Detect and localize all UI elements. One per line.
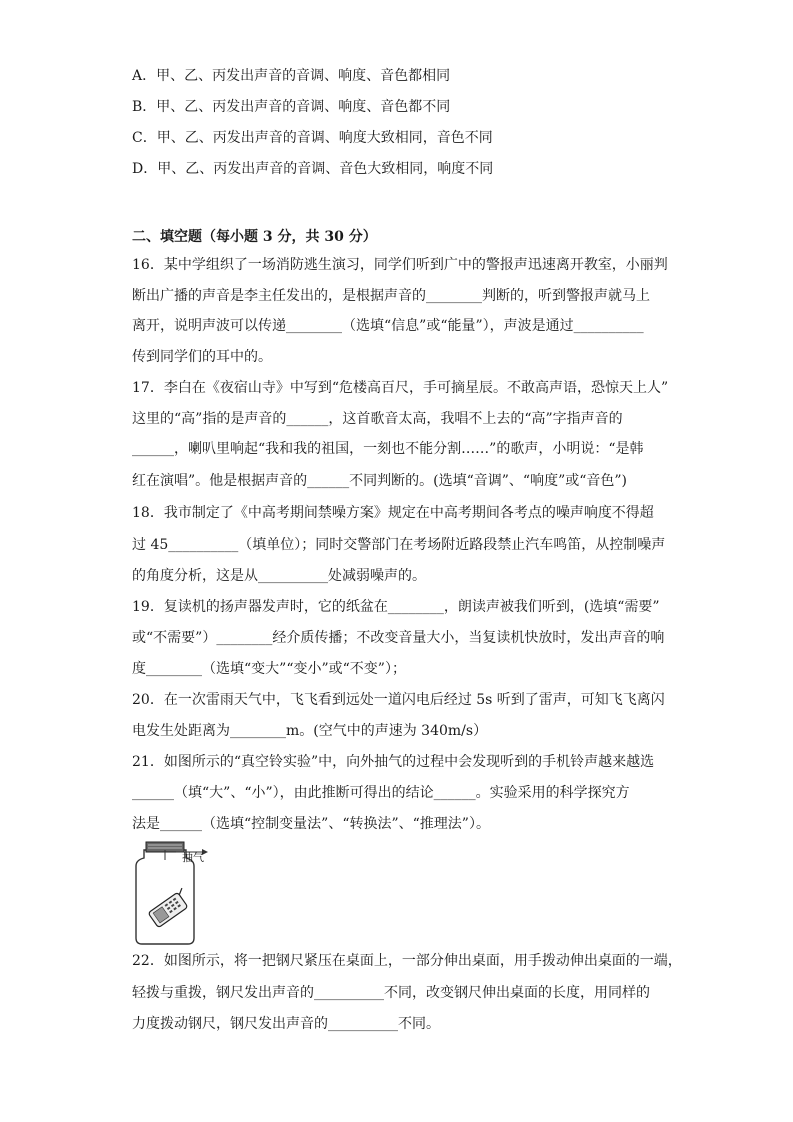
- q16-line-4: 传到同学们的耳中的。: [132, 349, 272, 365]
- option-d: D．甲、乙、丙发出声音的音调、音色大致相同，响度不同: [132, 161, 494, 177]
- option-a: A．甲、乙、丙发出声音的音调、响度、音色都相同: [132, 68, 451, 84]
- q19-line-2: 或“不需要”）________经介质传播；不改变音量大小，当复读机快放时，发出声音的响: [132, 630, 665, 646]
- q22-line-1: 22．如图所示，将一把钢尺紧压在桌面上，一部分伸出桌面，用手拨动伸出桌面的一端，: [132, 953, 682, 969]
- q22-line-3: 力度拨动钢尺，钢尺发出声音的__________不同。: [132, 1016, 440, 1032]
- q17-line-2: 这里的“高”指的是声音的______，这首歌音太高，我唱不上去的“高”字指声音的: [132, 411, 623, 427]
- q21-line-1: 21．如图所示的“真空铃实验”中，向外抽气的过程中会发现听到的手机铃声越来越选: [132, 754, 655, 770]
- q21-line-2: ______（填“大”、“小”），由此推断可得出的结论______。实验采用的科学探究方: [132, 785, 630, 801]
- q17-line-4: 红在演唱”。他是根据声音的______不同判断的。(选填“音调”、“响度”或“音色”): [132, 473, 628, 489]
- q21-line-3: 法是______（选填“控制变量法”、“转换法”、“推理法”）。: [132, 816, 490, 832]
- option-c: C．甲、乙、丙发出声音的音调、响度大致相同，音色不同: [132, 130, 493, 146]
- q22-line-2: 轻拨与重拨，钢尺发出声音的__________不同，改变钢尺伸出桌面的长度，用同样的: [132, 985, 650, 1001]
- section-heading: 二、填空题（每小题 3 分，共 30 分）: [132, 229, 377, 245]
- q17-line-3: ______，喇叭里响起“我和我的祖国，一刻也不能分割……”的歌声，小明说：“是韩: [132, 441, 644, 457]
- q18-line-1: 18．我市制定了《中高考期间禁噪方案》规定在中高考期间各考点的噪声响度不得超: [132, 505, 654, 521]
- q17-line-1: 17．李白在《夜宿山寺》中写到“危楼高百尺，手可摘星辰。不敢高声语，恐惊天上人”: [132, 380, 669, 396]
- q20-line-2: 电发生处距离为________m。(空气中的声速为 340m/s）: [132, 723, 488, 739]
- q16-line-1: 16．某中学组织了一场消防逃生演习，同学们听到广中的警报声迅速离开教室，小丽判: [132, 257, 668, 273]
- vacuum-jar-figure: [130, 838, 210, 948]
- q19-line-1: 19．复读机的扬声器发声时，它的纸盆在________，朗读声被我们听到，(选填“需要”: [132, 599, 660, 615]
- option-b: B．甲、乙、丙发出声音的音调、响度、音色都不同: [132, 99, 451, 115]
- q20-line-1: 20．在一次雷雨天气中，飞飞看到远处一道闪电后经过 5s 听到了雷声，可知飞飞离闪: [132, 692, 665, 708]
- q16-line-3: 离开，说明声波可以传递________（选填“信息”或“能量”），声波是通过__________: [132, 318, 644, 334]
- q18-line-2: 过 45__________（填单位）；同时交警部门在考场附近路段禁止汽车鸣笛，从控制噪声: [132, 537, 666, 553]
- air-pump-label: 抽气: [182, 851, 204, 864]
- q19-line-3: 度________（选填“变大”“变小”或“不变”）；: [132, 661, 406, 677]
- q18-line-3: 的角度分析，这是从__________处减弱噪声的。: [132, 568, 426, 584]
- q16-line-2: 断出广播的声音是李主任发出的，是根据声音的________判断的，听到警报声就马上: [132, 288, 650, 304]
